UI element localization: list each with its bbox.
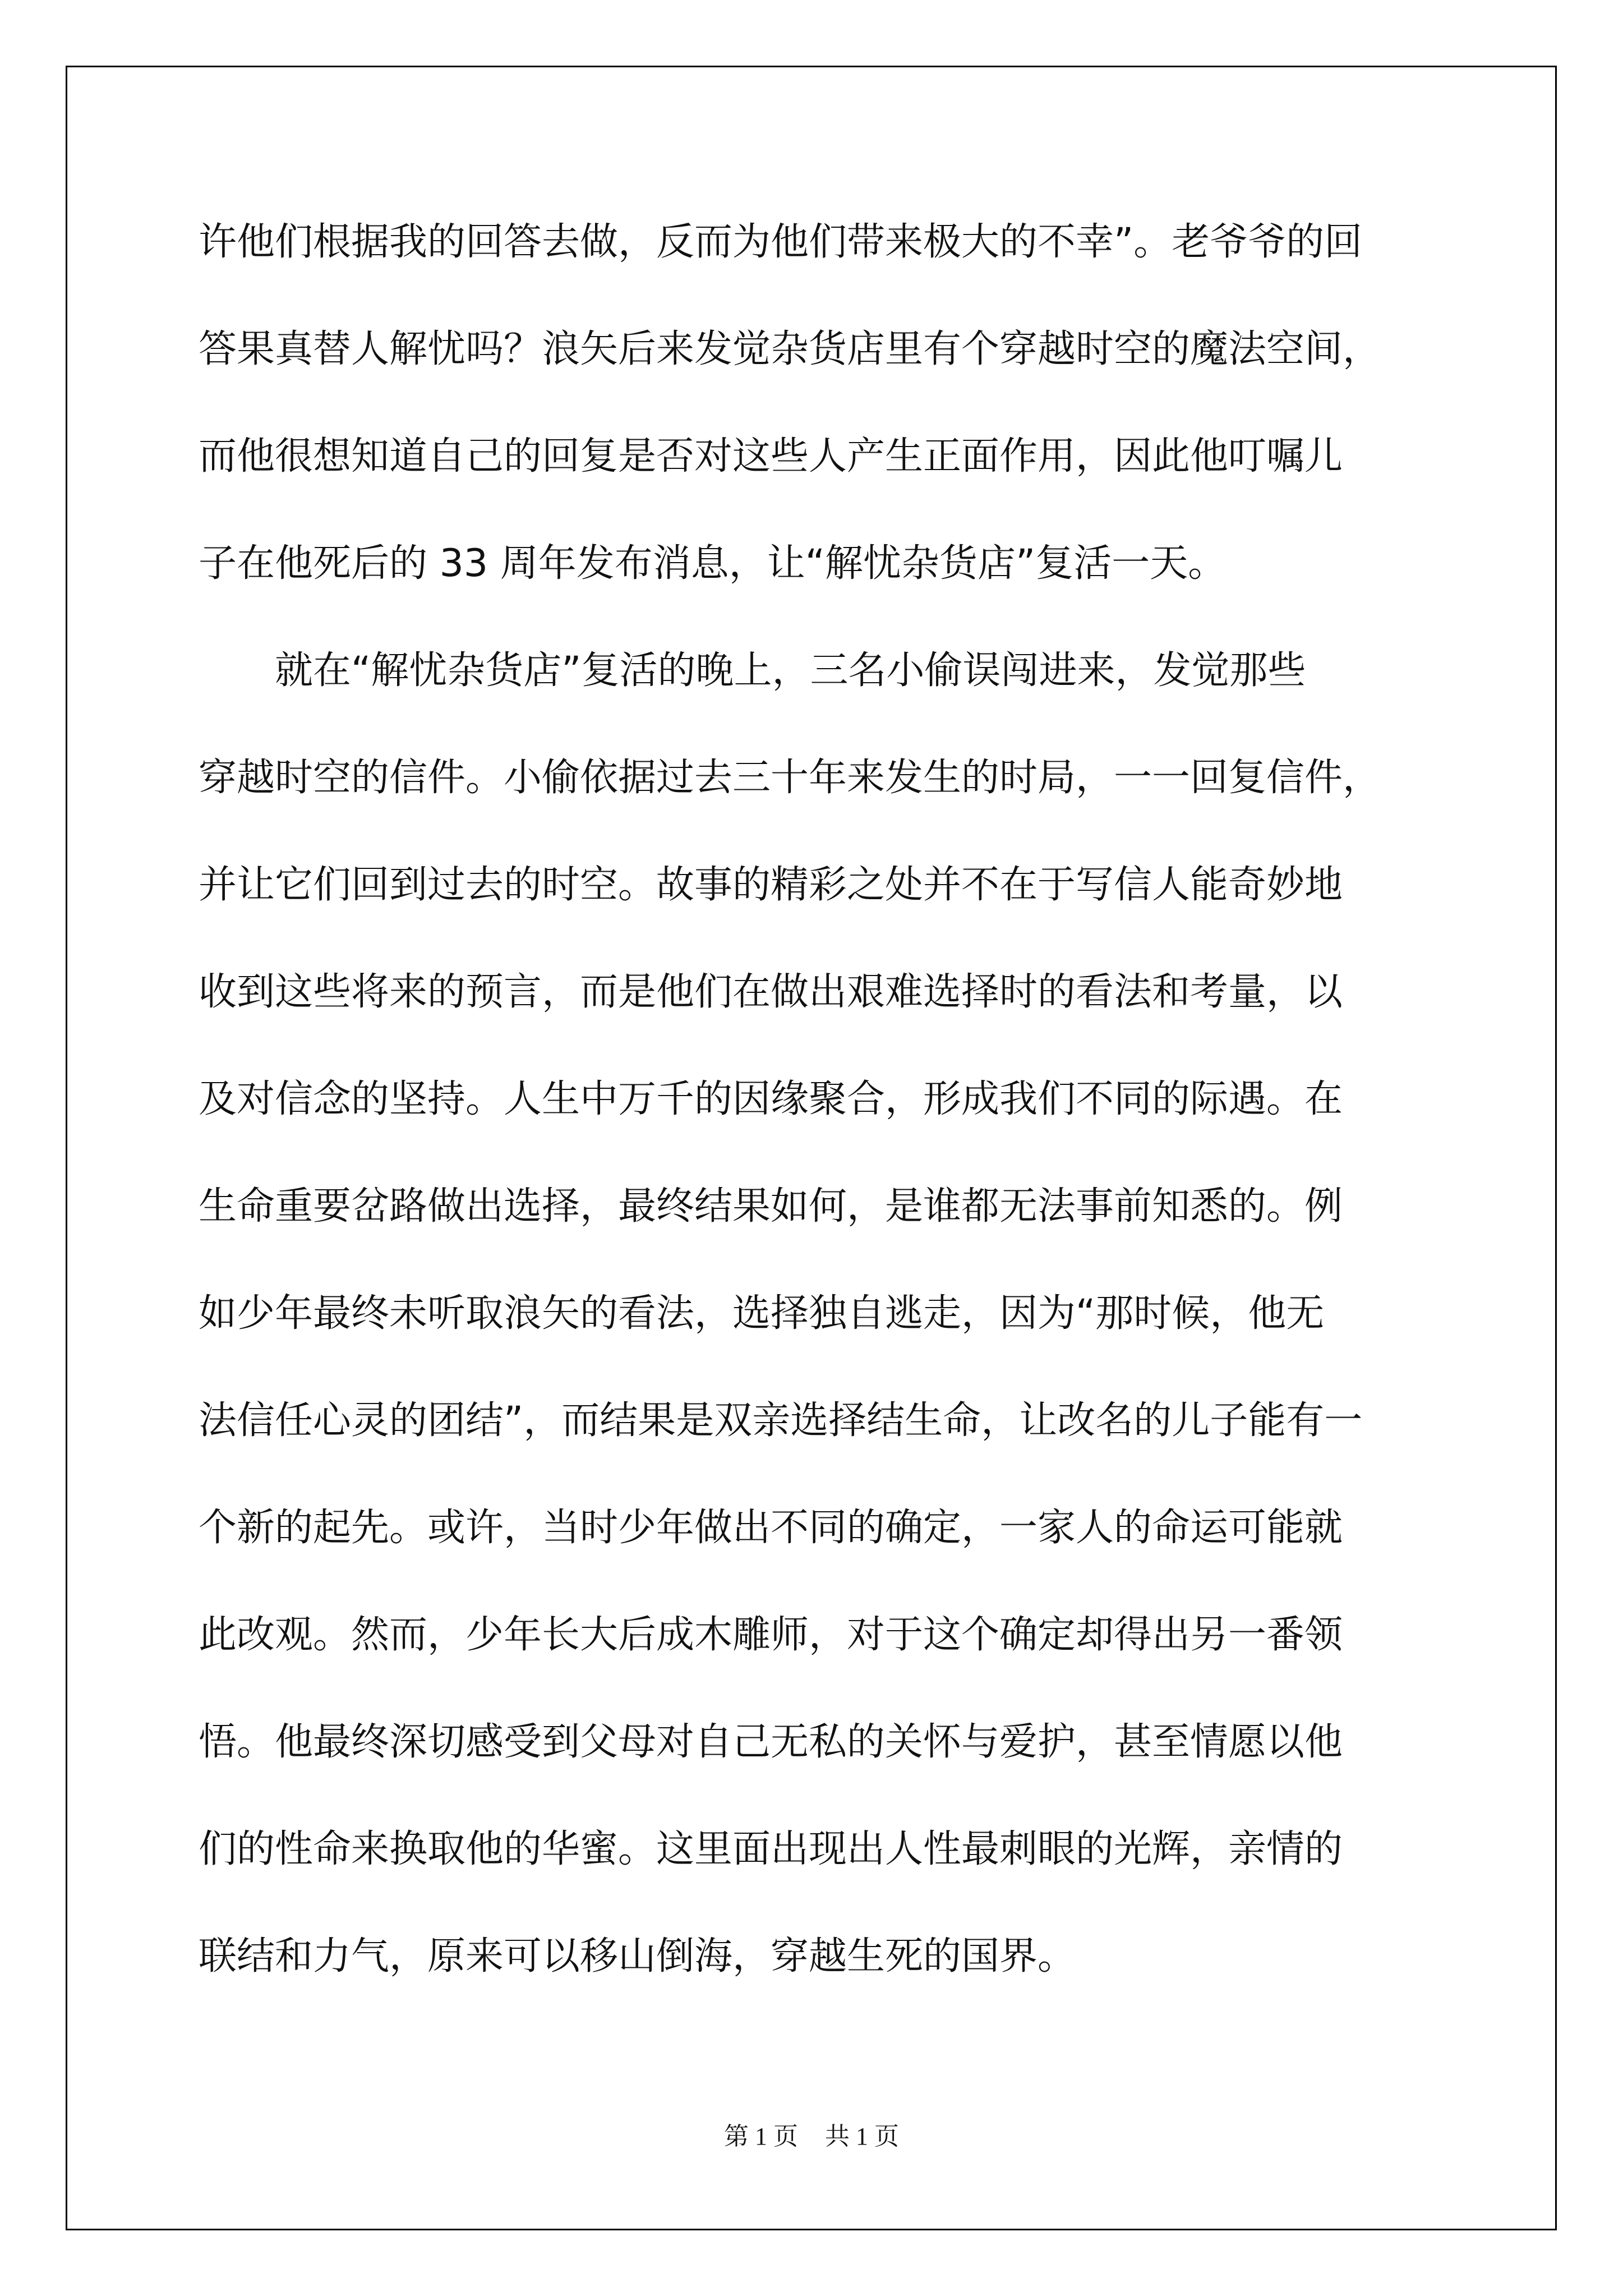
text-line: 子在他死后的 33 周年发布消息，让“解忧杂货店”复活一天。 — [199, 541, 1227, 586]
text-line: 此改观。然而，少年长大后成木雕师，对于这个确定却得出另一番领 — [199, 1613, 1343, 1657]
text-line: 法信任心灵的团结”，而结果是双亲选择结生命，让改名的儿子能有一 — [199, 1398, 1363, 1443]
page-footer — [0, 2120, 1623, 2154]
text-line: 而他很想知道自己的回复是否对这些人产生正面作用，因此他叮嘱儿 — [199, 434, 1343, 478]
page-total: 共 1 页 — [825, 2123, 899, 2150]
text-line: 联结和力气，原来可以移山倒海，穿越生死的国界。 — [199, 1934, 1076, 1978]
text-line: 个新的起先。或许，当时少年做出不同的确定，一家人的命运可能就 — [199, 1506, 1343, 1550]
text-line: 们的性命来换取他的华蜜。这里面出现出人性最刺眼的光辉，亲情的 — [199, 1827, 1343, 1871]
text-line: 及对信念的坚持。人生中万千的因缘聚合，形成我们不同的际遇。在 — [199, 1077, 1343, 1121]
text-line: 如少年最终未听取浪矢的看法，选择独自逃走，因为“那时候，他无 — [199, 1291, 1325, 1336]
text-line: 生命重要岔路做出选择，最终结果如何，是谁都无法事前知悉的。例 — [199, 1184, 1343, 1228]
page-number: 第 1 页 — [724, 2123, 798, 2150]
text-line: 并让它们回到过去的时空。故事的精彩之处并不在于写信人能奇妙地 — [199, 863, 1343, 907]
text-line: 就在“解忧杂货店”复活的晚上，三名小偷误闯进来，发觉那些 — [275, 648, 1306, 693]
text-line: 穿越时空的信件。小偷依据过去三十年来发生的时局，一一回复信件， — [199, 756, 1381, 800]
page-border — [66, 66, 1557, 2230]
text-line: 答果真替人解忧吗？浪矢后来发觉杂货店里有个穿越时空的魔法空间， — [199, 327, 1381, 371]
text-line: 悟。他最终深切感受到父母对自己无私的关怀与爱护，甚至情愿以他 — [199, 1720, 1343, 1764]
text-line: 收到这些将来的预言，而是他们在做出艰难选择时的看法和考量，以 — [199, 970, 1343, 1014]
text-line: 许他们根据我的回答去做，反而为他们带来极大的不幸”。老爷爷的回 — [199, 220, 1363, 264]
